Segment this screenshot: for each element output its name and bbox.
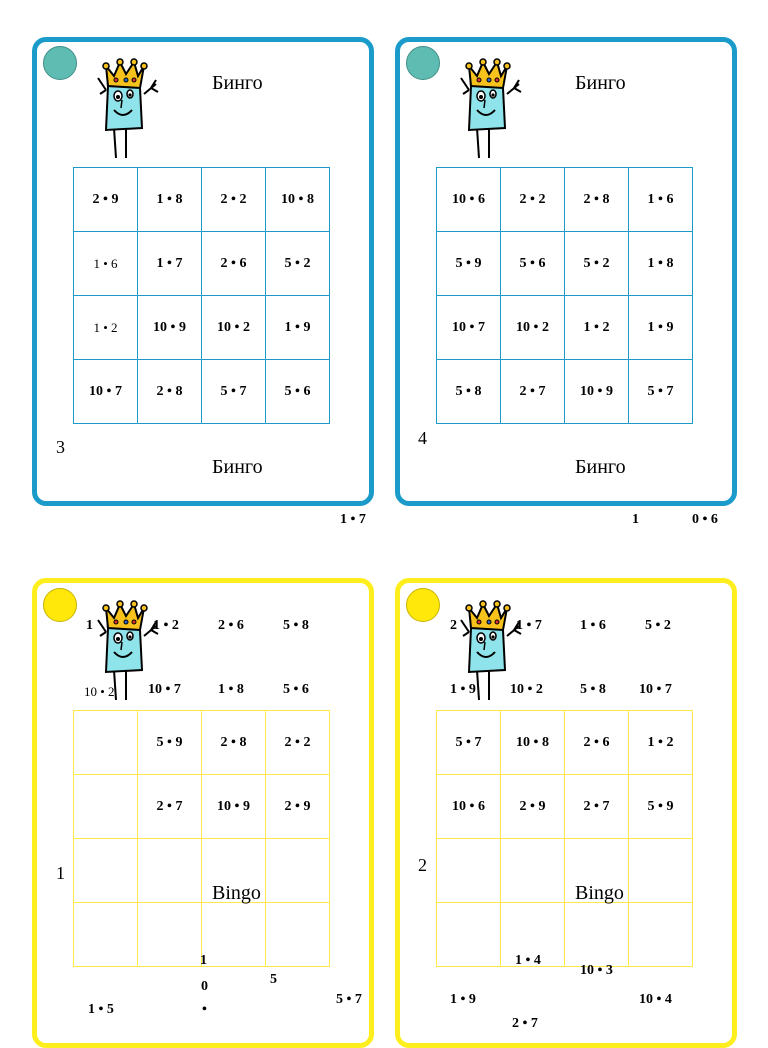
bingo-grid <box>436 710 693 967</box>
overflow-label: 0 <box>201 979 208 994</box>
overflow-label: 5 • 2 <box>645 618 671 633</box>
grid-cell[interactable]: 5 • 2 <box>565 232 629 296</box>
card-number: 4 <box>418 428 427 448</box>
bingo-grid <box>73 167 330 424</box>
grid-cell[interactable]: 2 • 8 <box>202 711 266 775</box>
grid-cell[interactable]: 5 • 7 <box>629 360 693 424</box>
overflow-label: 10 • 3 <box>580 963 613 978</box>
grid-cell[interactable] <box>74 711 138 775</box>
overflow-label: 2 <box>450 618 457 633</box>
grid-cell[interactable]: 10 • 6 <box>437 775 501 839</box>
grid-cell[interactable]: 5 • 6 <box>501 232 565 296</box>
grid-cell[interactable]: 10 • 8 <box>266 168 330 232</box>
grid-cell[interactable]: 1 • 6 <box>629 168 693 232</box>
grid-cell[interactable] <box>266 839 330 903</box>
margin-label: 1 <box>632 512 639 527</box>
overflow-label: 1 • 4 <box>515 953 541 968</box>
overflow-label: 1 • 9 <box>450 682 476 697</box>
overflow-label: 5 <box>270 972 277 987</box>
grid-cell[interactable]: 5 • 9 <box>138 711 202 775</box>
grid-cell[interactable]: 5 • 7 <box>437 711 501 775</box>
overflow-label: 1 • 8 <box>218 682 244 697</box>
overflow-label: 5 • 8 <box>580 682 606 697</box>
margin-label: 1 • 7 <box>340 512 366 527</box>
grid-cell[interactable]: 1 • 9 <box>629 296 693 360</box>
grid-cell[interactable]: 10 • 2 <box>202 296 266 360</box>
grid-cell[interactable]: 10 • 2 <box>501 296 565 360</box>
grid-cell[interactable] <box>437 903 501 967</box>
card-title: Бинго <box>575 72 626 94</box>
grid-cell[interactable]: 1 • 7 <box>138 232 202 296</box>
grid-cell[interactable]: 5 • 8 <box>437 360 501 424</box>
bingo-grid <box>436 167 693 424</box>
grid-cell[interactable]: 2 • 2 <box>266 711 330 775</box>
grid-cell[interactable]: 2 • 2 <box>202 168 266 232</box>
grid-cell[interactable]: 2 • 8 <box>138 360 202 424</box>
grid-cell[interactable]: 10 • 7 <box>437 296 501 360</box>
grid-cell[interactable]: 2 • 6 <box>202 232 266 296</box>
overflow-label: 2 • 6 <box>218 618 244 633</box>
grid-cell[interactable]: 10 • 7 <box>74 360 138 424</box>
yellow-dot-icon <box>43 588 77 622</box>
grid-cell[interactable]: 2 • 9 <box>74 168 138 232</box>
overflow-label: 5 • 6 <box>283 682 309 697</box>
overflow-label: 10 • 2 <box>510 682 543 697</box>
grid-cell[interactable] <box>138 839 202 903</box>
grid-cell[interactable]: 10 • 8 <box>501 711 565 775</box>
margin-label: 0 • 6 <box>692 512 718 527</box>
grid-cell[interactable]: 5 • 6 <box>266 360 330 424</box>
grid-cell[interactable]: 1 • 2 <box>74 296 138 360</box>
overflow-label: 1 • 9 <box>450 992 476 1007</box>
grid-cell[interactable]: 1 • 2 <box>629 711 693 775</box>
overflow-label: 2 • 7 <box>512 1016 538 1031</box>
grid-cell[interactable]: 5 • 9 <box>437 232 501 296</box>
bingo-grid <box>73 710 330 967</box>
teal-dot-icon <box>406 46 440 80</box>
grid-cell[interactable]: 5 • 9 <box>629 775 693 839</box>
grid-cell[interactable]: 2 • 7 <box>138 775 202 839</box>
grid-cell[interactable] <box>266 903 330 967</box>
grid-cell[interactable]: 2 • 2 <box>501 168 565 232</box>
card-number: 2 <box>418 855 427 875</box>
grid-cell[interactable] <box>629 903 693 967</box>
card-number: 1 <box>56 863 65 883</box>
overflow-label: 1 • 7 <box>516 618 542 633</box>
grid-cell[interactable]: 1 • 8 <box>629 232 693 296</box>
grid-cell[interactable]: 2 • 8 <box>565 168 629 232</box>
overflow-label: 10 • 7 <box>639 682 672 697</box>
grid-cell[interactable] <box>74 903 138 967</box>
grid-cell[interactable]: 2 • 7 <box>565 775 629 839</box>
grid-cell[interactable] <box>74 775 138 839</box>
grid-cell[interactable]: 10 • 9 <box>138 296 202 360</box>
grid-cell[interactable]: 2 • 7 <box>501 360 565 424</box>
king-mascot-icon <box>455 58 527 158</box>
grid-cell[interactable]: 1 • 2 <box>565 296 629 360</box>
grid-cell[interactable]: 2 • 6 <box>565 711 629 775</box>
grid-cell[interactable] <box>437 839 501 903</box>
grid-cell[interactable]: 1 • 9 <box>266 296 330 360</box>
overflow-label: 5 • 8 <box>283 618 309 633</box>
grid-cell[interactable]: 10 • 9 <box>202 775 266 839</box>
grid-cell[interactable] <box>629 839 693 903</box>
bingo-label: Bingo <box>575 882 624 904</box>
grid-cell[interactable] <box>74 839 138 903</box>
overflow-label: 10 • 2 <box>84 684 115 699</box>
grid-cell[interactable]: 2 • 9 <box>266 775 330 839</box>
grid-cell[interactable]: 1 • 6 <box>74 232 138 296</box>
overflow-label: 10 • 4 <box>639 992 672 1007</box>
card-footer-title: Бинго <box>575 456 626 478</box>
grid-cell[interactable]: 10 • 6 <box>437 168 501 232</box>
card-title: Бинго <box>212 72 263 94</box>
grid-cell[interactable] <box>501 839 565 903</box>
card-footer-title: Бинго <box>212 456 263 478</box>
bingo-label: Bingo <box>212 882 261 904</box>
overflow-label: 10 • 7 <box>148 682 181 697</box>
overflow-label: 1 <box>200 953 207 968</box>
grid-cell[interactable]: 5 • 7 <box>202 360 266 424</box>
card-number: 3 <box>56 437 65 457</box>
grid-cell[interactable]: 2 • 9 <box>501 775 565 839</box>
grid-cell[interactable]: 10 • 9 <box>565 360 629 424</box>
overflow-label: 1 • 2 <box>153 618 179 633</box>
overflow-label: 5 • 7 <box>336 992 362 1007</box>
overflow-label: • <box>202 1002 207 1017</box>
grid-cell[interactable] <box>202 903 266 967</box>
yellow-dot-icon <box>406 588 440 622</box>
grid-cell[interactable]: 5 • 2 <box>266 232 330 296</box>
grid-cell[interactable] <box>565 903 629 967</box>
king-mascot-icon <box>92 58 164 158</box>
grid-cell[interactable] <box>138 903 202 967</box>
overflow-label: 1 • 5 <box>88 1002 114 1017</box>
grid-cell[interactable]: 1 • 8 <box>138 168 202 232</box>
overflow-label: 1 <box>86 618 93 633</box>
teal-dot-icon <box>43 46 77 80</box>
overflow-label: 1 • 6 <box>580 618 606 633</box>
